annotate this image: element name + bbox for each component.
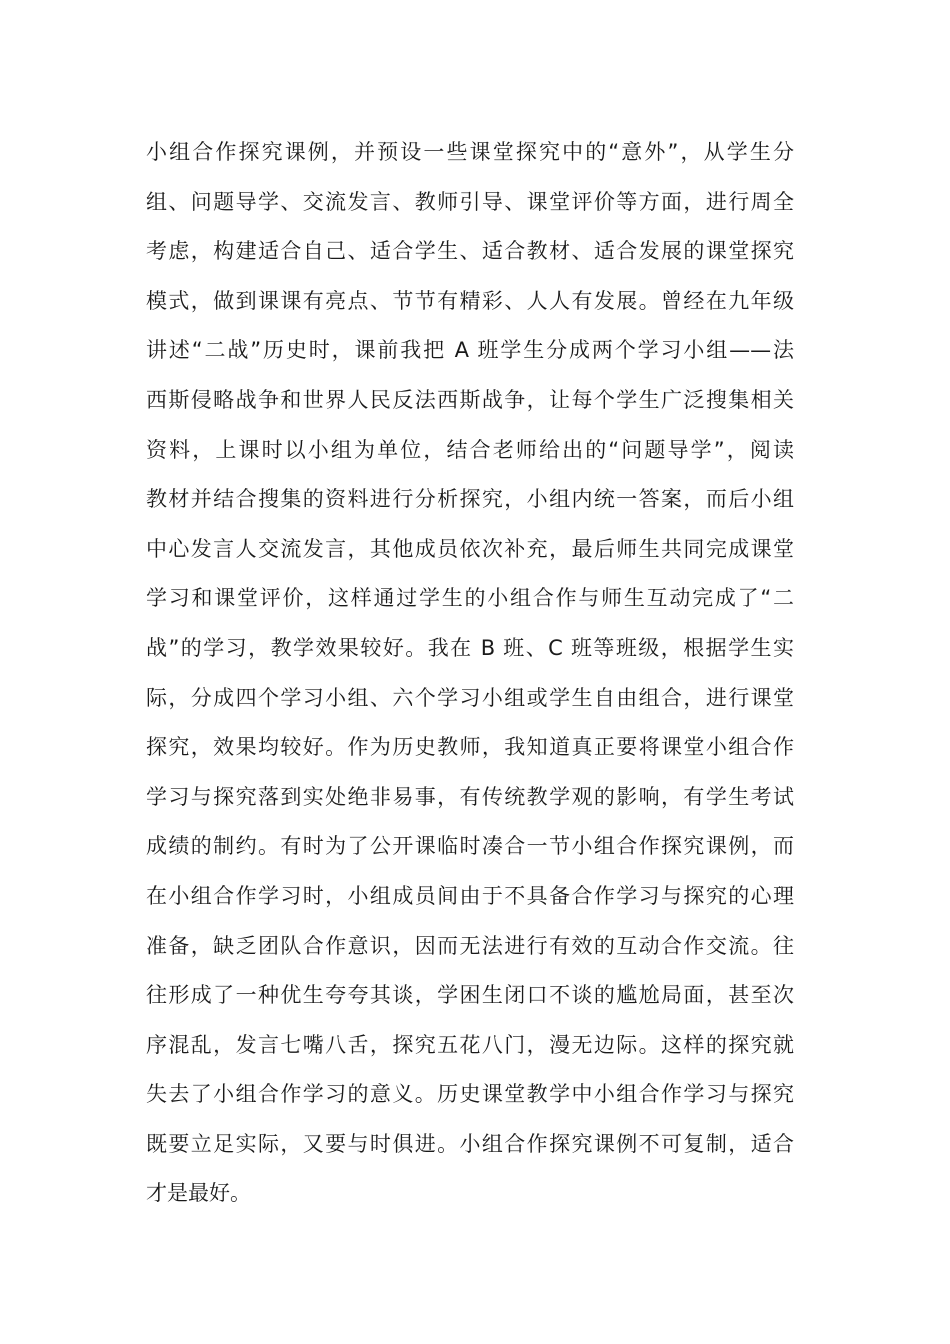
paragraph-line: 在小组合作学习时，小组成员间由于不具备合作学习与探究的心理 — [146, 883, 794, 908]
paragraph-line: 序混乱，发言七嘴八舌，探究五花八门，漫无边际。这样的探究就 — [146, 1032, 794, 1057]
paragraph-line: 讲述“二战”历史时，课前我把 A 班学生分成两个学习小组——法 — [146, 338, 794, 363]
paragraph-line: 成绩的制约。有时为了公开课临时凑合一节小组合作探究课例，而 — [146, 834, 794, 859]
paragraph-line: 模式，做到课课有亮点、节节有精彩、人人有发展。曾经在九年级 — [146, 288, 794, 313]
paragraph-line: 际，分成四个学习小组、六个学习小组或学生自由组合，进行课堂 — [146, 685, 794, 710]
paragraph-line: 学习与探究落到实处绝非易事，有传统教学观的影响，有学生考试 — [146, 784, 794, 809]
paragraph-line: 西斯侵略战争和世界人民反法西斯战争，让每个学生广泛搜集相关 — [146, 387, 794, 412]
paragraph-line: 准备，缺乏团队合作意识，因而无法进行有效的互动合作交流。往 — [146, 933, 794, 958]
paragraph-line: 战”的学习，教学效果较好。我在 B 班、C 班等班级，根据学生实 — [146, 635, 794, 660]
body-paragraph — [146, 128, 794, 1219]
paragraph-line: 学习和课堂评价，这样通过学生的小组合作与师生互动完成了“二 — [146, 586, 794, 611]
paragraph-line: 中心发言人交流发言，其他成员依次补充，最后师生共同完成课堂 — [146, 536, 794, 561]
paragraph-line: 资料，上课时以小组为单位，结合老师给出的“问题导学”，阅读 — [146, 437, 794, 462]
paragraph-line: 组、问题导学、交流发言、教师引导、课堂评价等方面，进行周全 — [146, 189, 794, 214]
paragraph-line: 小组合作探究课例，并预设一些课堂探究中的“意外”，从学生分 — [146, 140, 794, 164]
paragraph-line: 才是最好。 — [146, 1181, 251, 1206]
paragraph-line: 探究，效果均较好。作为历史教师，我知道真正要将课堂小组合作 — [146, 735, 794, 760]
paragraph-line: 既要立足实际，又要与时俱进。小组合作探究课例不可复制，适合 — [146, 1131, 794, 1156]
paragraph-line: 失去了小组合作学习的意义。历史课堂教学中小组合作学习与探究 — [146, 1082, 794, 1107]
paragraph-line: 教材并结合搜集的资料进行分析探究，小组内统一答案，而后小组 — [146, 487, 794, 512]
paragraph-line: 往形成了一种优生夸夸其谈，学困生闭口不谈的尴尬局面，甚至次 — [146, 983, 794, 1008]
paragraph-line: 考虑，构建适合自己、适合学生、适合教材、适合发展的课堂探究 — [146, 239, 794, 264]
